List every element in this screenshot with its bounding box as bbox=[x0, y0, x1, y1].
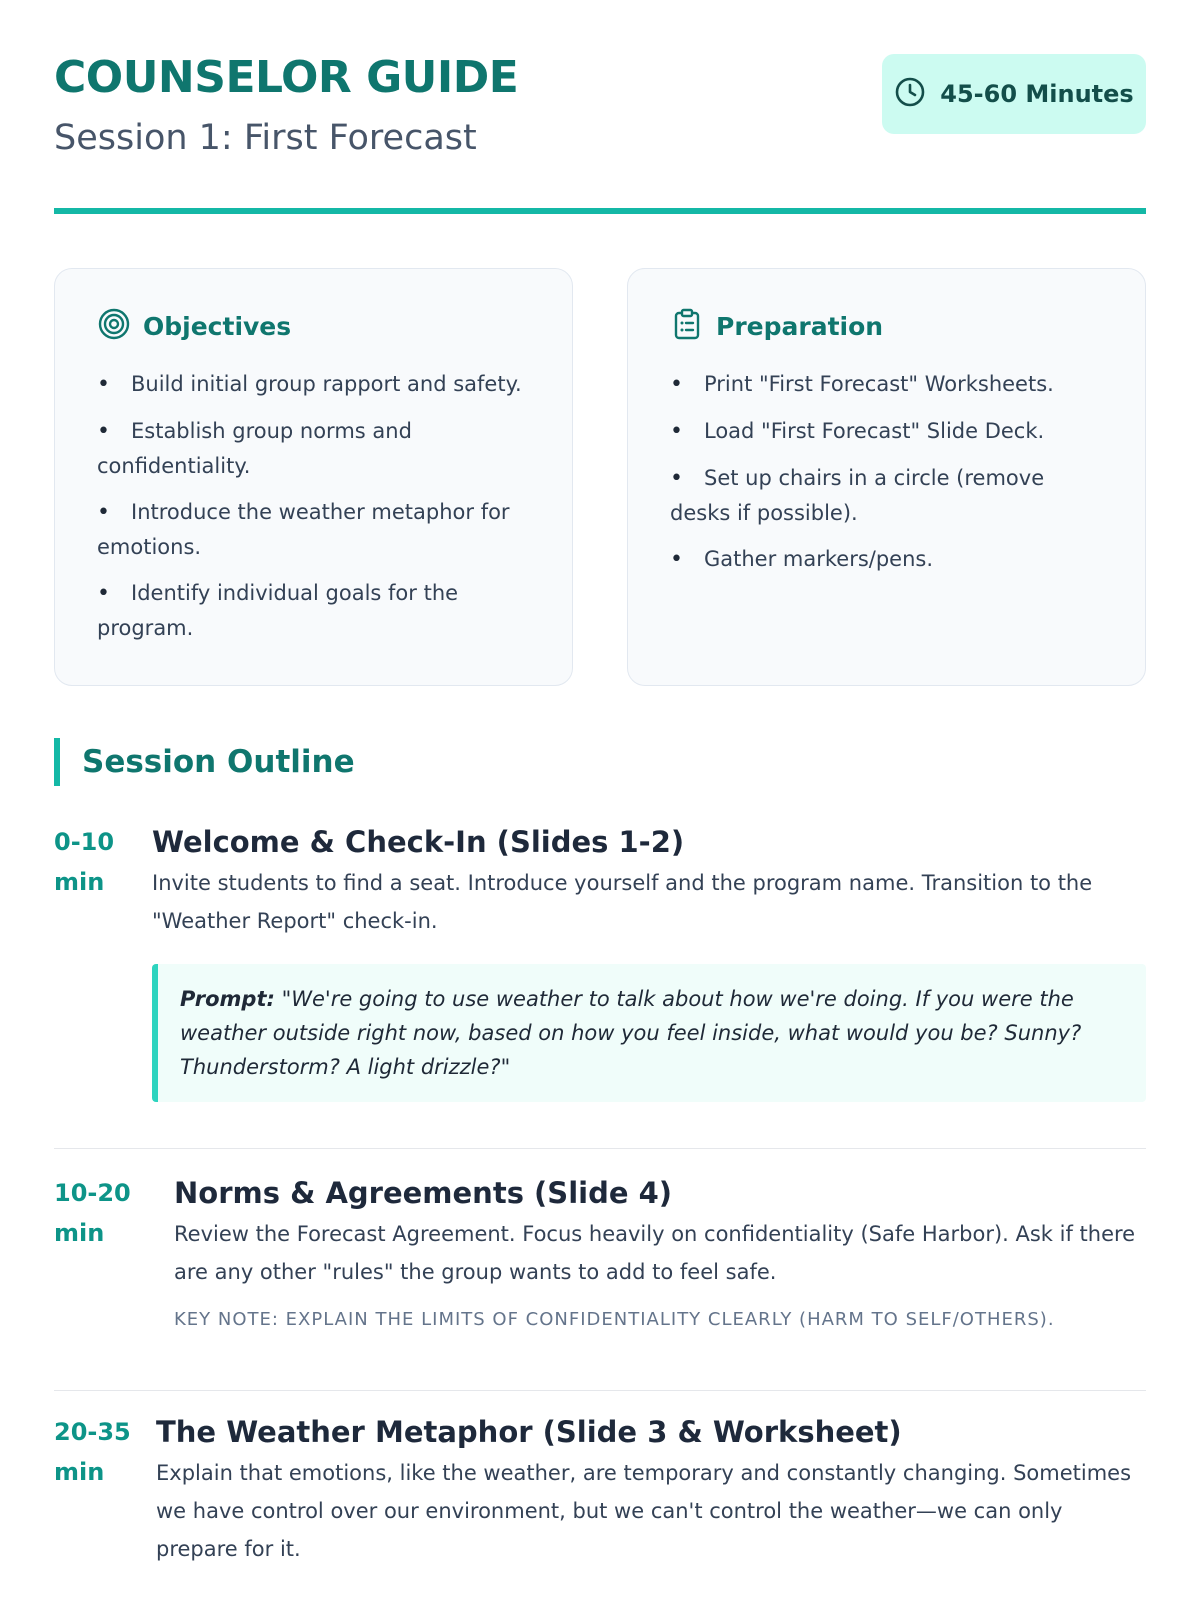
list-item: • Build initial group rapport and safety. bbox=[97, 367, 532, 402]
duration-badge bbox=[882, 54, 1146, 134]
prompt-text: "We're going to use weather to talk about how we're doing. If you were the weather outside right now, based on how you feel inside, what would you be? Sunny? Thunderstorm? A light drizzle?" bbox=[180, 987, 1082, 1079]
prompt-callout bbox=[152, 964, 1146, 1102]
objectives-title: Objectives bbox=[143, 311, 292, 341]
item-description: Invite students to find a seat. Introduce yourself and the program name. Transition to the "Weather Report" check-in. bbox=[152, 871, 1093, 933]
duration-text: 45-60 Minutes bbox=[940, 80, 1134, 108]
objectives-header bbox=[97, 307, 532, 345]
info-cards bbox=[54, 268, 1146, 686]
session-outline-header bbox=[54, 738, 355, 786]
list-item: • Load "First Forecast" Slide Deck. bbox=[670, 414, 1105, 449]
list-item: • Identify individual goals for the program. bbox=[97, 576, 532, 645]
item-title: The Weather Metaphor (Slide 3 & Worksheet) bbox=[156, 1415, 902, 1449]
preparation-header bbox=[670, 307, 1105, 345]
item-description: Explain that emotions, like the weather, are temporary and constantly changing. Sometimes we have control over our environment, but we can't control the weather—we can only prepare for it. bbox=[156, 1461, 1132, 1561]
page-title: COUNSELOR GUIDE bbox=[54, 52, 519, 103]
header bbox=[54, 0, 1146, 216]
outline-item bbox=[54, 1412, 1146, 1568]
header-divider bbox=[54, 208, 1146, 214]
preparation-card bbox=[627, 268, 1146, 686]
prompt-label: Prompt: bbox=[180, 987, 275, 1011]
item-time: 20-35 min bbox=[54, 1418, 131, 1486]
item-title: Welcome & Check-In (Slides 1-2) bbox=[152, 825, 685, 859]
list-item: • Gather markers/pens. bbox=[670, 542, 1105, 577]
section-title: Session Outline bbox=[82, 744, 355, 780]
item-time: 0-10 min bbox=[54, 828, 115, 896]
key-note: KEY NOTE: EXPLAIN THE LIMITS OF CONFIDENTIALITY CLEARLY (HARM TO SELF/OTHERS). bbox=[174, 1309, 1055, 1330]
preparation-list bbox=[670, 367, 1105, 577]
list-item: • Set up chairs in a circle (remove desks if possible). bbox=[670, 461, 1105, 530]
item-body bbox=[152, 822, 1146, 1102]
session-subtitle: Session 1: First Forecast bbox=[54, 118, 477, 158]
objectives-list bbox=[97, 367, 532, 645]
item-title: Norms & Agreements (Slide 4) bbox=[174, 1176, 673, 1210]
list-item: • Print "First Forecast" Worksheets. bbox=[670, 367, 1105, 402]
item-time: 10-20 min bbox=[54, 1179, 131, 1247]
outline-item bbox=[54, 822, 1146, 1102]
item-body bbox=[174, 1173, 1146, 1330]
objectives-card bbox=[54, 268, 573, 686]
list-item: • Introduce the weather metaphor for emotions. bbox=[97, 495, 532, 564]
divider bbox=[54, 1390, 1146, 1391]
clock-icon bbox=[894, 76, 926, 112]
item-body bbox=[156, 1412, 1146, 1568]
item-description: Review the Forecast Agreement. Focus heavily on confidentiality (Safe Harbor). Ask if there are any other "rules" the group wants to add to feel safe. bbox=[174, 1222, 1136, 1284]
clipboard-icon bbox=[670, 307, 704, 345]
divider bbox=[54, 1148, 1146, 1149]
preparation-title: Preparation bbox=[716, 311, 884, 341]
outline-item bbox=[54, 1173, 1146, 1330]
target-icon bbox=[97, 307, 131, 345]
list-item: • Establish group norms and confidentiality. bbox=[97, 414, 532, 483]
